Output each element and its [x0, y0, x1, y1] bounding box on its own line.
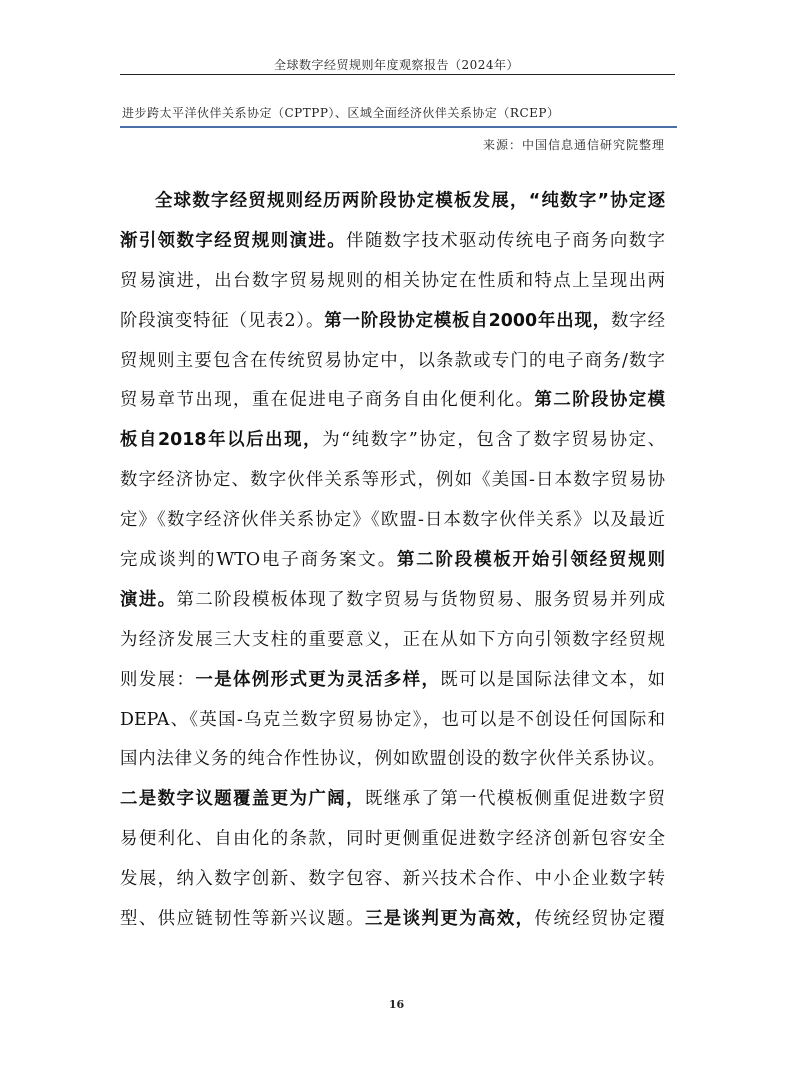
bold-span: 第二阶段模板开始引领经贸规则 [396, 550, 665, 571]
text-span: 第二阶段模板体现了数字贸易与货物贸易、服务贸易并列成 [176, 589, 665, 610]
text-span: 既继承了第一代模板侧重促进数字贸 [364, 789, 665, 810]
text-line [120, 501, 665, 541]
text-span: 贸易演进，出台数字贸易规则的相关协定在性质和特点上呈现出两 [120, 270, 665, 291]
text-line [120, 820, 665, 860]
bold-span: 第一阶段协定模板自2000年出现， [324, 310, 612, 331]
text-line [120, 860, 665, 900]
table-bottom-border [120, 126, 677, 128]
text-line [120, 342, 665, 382]
bold-span: 第二阶段协定模 [534, 390, 665, 411]
text-line [120, 421, 665, 461]
text-line [120, 621, 665, 661]
text-span: 数字经 [611, 310, 665, 331]
table-tail-text: 进步跨太平洋伙伴关系协定（CPTPP）、区域全面经济伙伴关系协定（RCEP） [122, 106, 560, 120]
header-divider [120, 74, 675, 75]
text-span: 发展，纳入数字创新、数字包容、新兴技术合作、中小企业数字转 [120, 869, 665, 890]
text-span: 既可以是国际法律文本，如 [440, 669, 665, 690]
text-line [120, 262, 665, 302]
text-line [120, 541, 665, 581]
text-span: 完成谈判的WTO电子商务案文。 [120, 550, 397, 571]
text-span: 数字经济协定、数字伙伴关系等形式，例如《美国-日本数字贸易协 [120, 470, 665, 491]
text-line [120, 381, 665, 421]
text-line [120, 182, 665, 222]
running-header-title: 全球数字经贸规则年度观察报告（2024年） [273, 58, 520, 72]
text-span: 为“纯数字”协定，包含了数字贸易协定、 [322, 430, 665, 451]
text-span: 国内法律义务的纯合作性协议，例如欧盟创设的数字伙伴关系协议。 [120, 749, 665, 770]
text-span: 伴随数字技术驱动传统电子商务向数字 [346, 230, 665, 251]
text-line [120, 222, 665, 262]
text-span: 贸易章节出现，重在促进电子商务自由化便利化。 [120, 390, 535, 411]
text-span: 定》《数字经济伙伴关系协定》《欧盟-日本数字伙伴关系》以及最近 [120, 510, 665, 531]
bold-span: 二是数字议题覆盖更为广阔， [120, 789, 365, 810]
text-line [120, 701, 665, 741]
page-number: 16 [388, 998, 405, 1011]
text-line [120, 661, 665, 701]
bold-span: 一是体例形式更为灵活多样， [195, 669, 441, 690]
text-line [120, 302, 665, 342]
text-span: 型、供应链韧性等新兴议题。 [120, 909, 365, 930]
text-span: 传统经贸协定覆 [534, 909, 665, 930]
body-paragraph [120, 182, 665, 940]
text-span: 阶段演变特征（见表2）。 [120, 310, 325, 331]
text-span: DEPA、《英国-乌克兰数字贸易协定》，也可以是不创设任何国际和 [120, 709, 665, 730]
text-line [120, 900, 665, 940]
bold-span: 板自2018年以后出现， [120, 430, 323, 451]
bold-span: 渐引领数字经贸规则演进。 [120, 230, 347, 251]
text-span: 则发展： [120, 669, 196, 690]
bold-span: 演进。 [120, 589, 177, 610]
text-line [120, 461, 665, 501]
bold-span: 全球数字经贸规则经历两阶段协定模板发展，“纯数字”协定逐 [155, 191, 665, 211]
text-span: 易便利化、自由化的条款，同时更侧重促进数字经济创新包容安全 [120, 829, 665, 850]
text-line [120, 780, 665, 820]
text-span: 贸规则主要包含在传统贸易协定中，以条款或专门的电子商务/数字 [120, 350, 665, 371]
source-note: 来源：中国信息通信研究院整理 [482, 138, 665, 152]
text-line [120, 581, 665, 621]
text-line [120, 740, 665, 780]
text-span: 为经济发展三大支柱的重要意义，正在从如下方向引领数字经贸规 [120, 629, 665, 650]
bold-span: 三是谈判更为高效， [364, 909, 535, 930]
